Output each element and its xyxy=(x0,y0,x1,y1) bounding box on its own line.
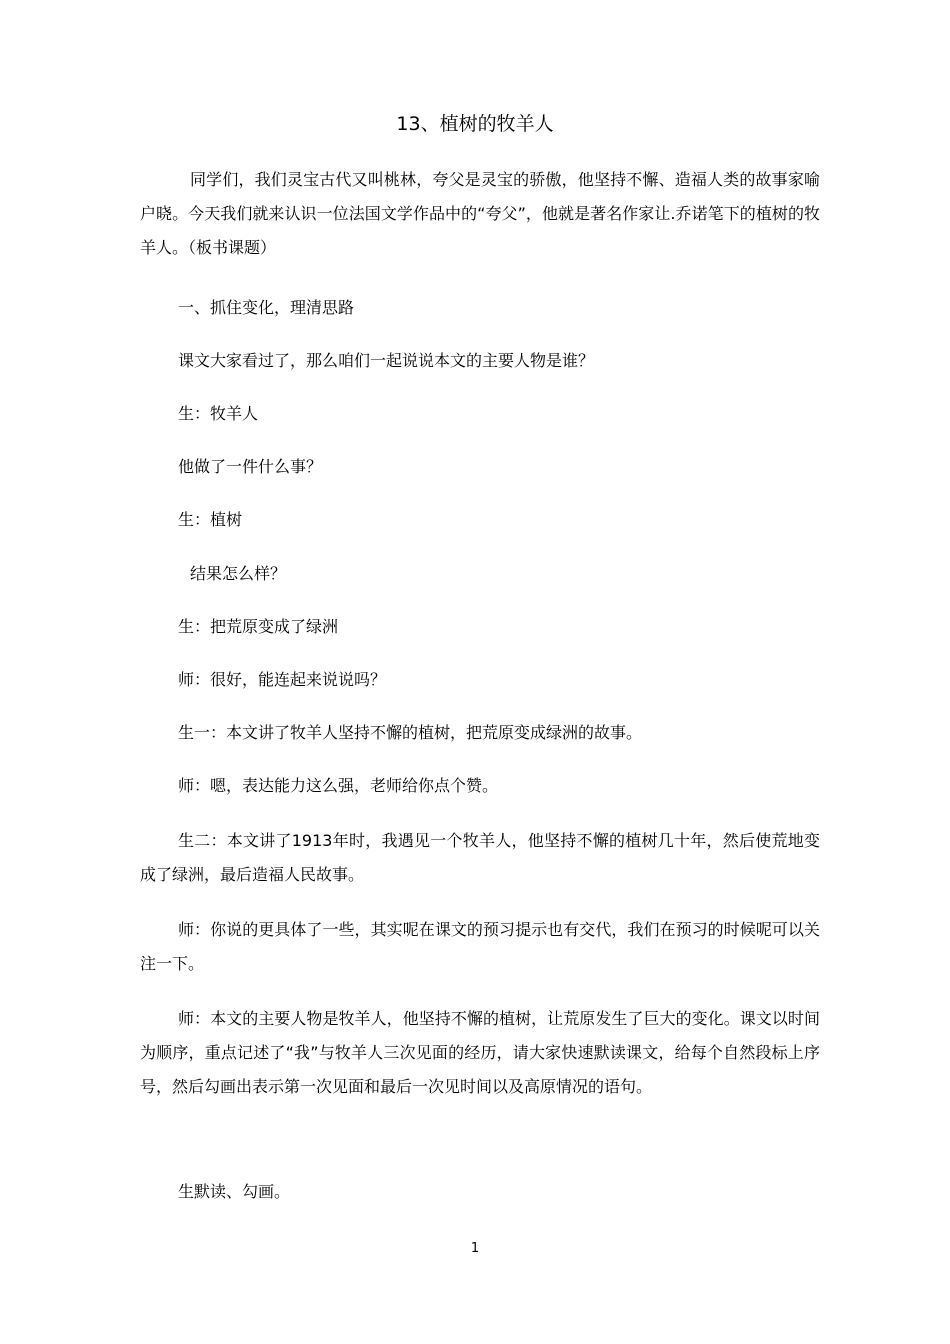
paragraph: 课文大家看过了，那么咱们一起说说本文的主要人物是谁？ xyxy=(178,351,595,370)
paragraph: 生二：本文讲了1913年时，我遇见一个牧羊人，他坚持不懈的植树几十年，然后使荒地变成了绿洲，最后造福人民故事。 xyxy=(140,831,820,884)
paragraph: 生：把荒原变成了绿洲 xyxy=(178,617,339,636)
paragraph: 师：本文的主要人物是牧羊人，他坚持不懈的植树，让荒原发生了巨大的变化。课文以时间为顺序，重点记述了“我”与牧羊人三次见面的经历，请大家快速默读课文，给每个自然段标上序号，然后勾画出表示第一次见面和最后一次见时间以及高原情况的语句。 xyxy=(140,1009,820,1096)
paragraph: 结果怎么样？ xyxy=(190,564,287,583)
paragraph: 他做了一件什么事？ xyxy=(178,457,323,476)
paragraph: 师：嗯，表达能力这么强，老师给你点个赞。 xyxy=(178,776,499,795)
paragraph: 生：牧羊人 xyxy=(178,404,259,423)
paragraph: 生默读、勾画。 xyxy=(178,1182,291,1201)
section-heading: 一、抓住变化，理清思路 xyxy=(178,298,355,317)
paragraph-intro: 同学们，我们灵宝古代又叫桃林，夸父是灵宝的骄傲，他坚持不懈、造福人类的故事家喻户晓。今天我们就来认识一位法国文学作品中的“夸父”，他就是著名作家让.乔诺笔下的植树的牧羊人。（板书课题） xyxy=(140,170,820,257)
paragraph: 生一：本文讲了牧羊人坚持不懈的植树，把荒原变成绿洲的故事。 xyxy=(178,723,643,742)
document-title: 13、植树的牧羊人 xyxy=(396,113,554,135)
paragraph: 生：植树 xyxy=(178,510,243,529)
paragraph: 师：你说的更具体了一些，其实呢在课文的预习提示也有交代，我们在预习的时候呢可以关注一下。 xyxy=(140,920,820,973)
paragraph: 师：很好，能连起来说说吗？ xyxy=(178,670,387,689)
page-number: 1 xyxy=(470,1241,480,1256)
